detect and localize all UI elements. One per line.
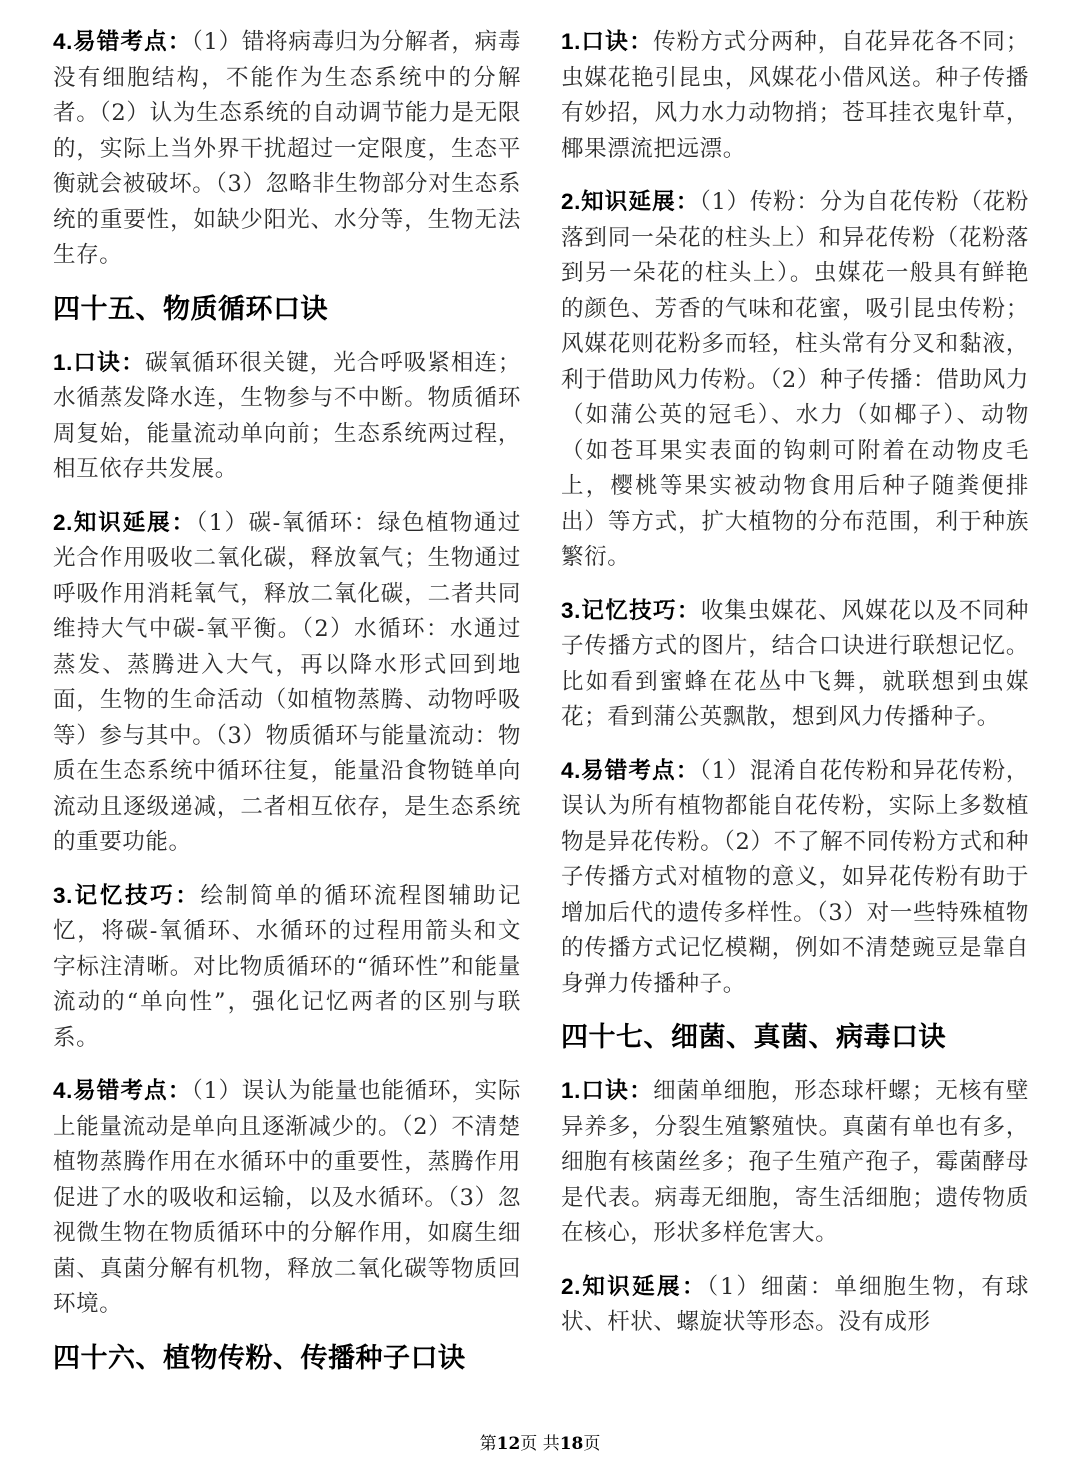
paragraph xyxy=(561,1269,1029,1341)
paragraph xyxy=(561,593,1029,736)
item-text: 绘制简单的循环流程图辅助记忆，将碳-氧循环、水循环的过程用箭头和文字标注清晰。对比物质循环的“循环性”和能量流动的“单向性”，强化记忆两者的区别与联系。 xyxy=(53,882,521,1051)
item-label: 口诀 xyxy=(580,1078,630,1104)
footer-prefix: 第 xyxy=(479,1434,497,1454)
item-text: 细菌单细胞，形态球杆螺；无核有壁异养多，分裂生殖繁殖快。真菌有单也有多，细胞有核菌丝多；孢子生殖产孢子，霉菌酵母是代表。病毒无细胞，寄生活细胞；遗传物质在核心，形状多样危害大。 xyxy=(561,1078,1029,1246)
item-text: （1）碳-氧循环：绿色植物通过光合作用吸收二氧化碳，释放氧气；生物通过呼吸作用消耗氧气，释放二氧化碳，二者共同维持大气中碳-氧平衡。（2）水循环：水通过蒸发、蒸腾进入大气，再以降水形式回到地面，生物的生命活动（如植物蒸腾、动物呼吸等）参与其中。（3）物质循环与能量流动：物质在生态系统中循环往复，能量沿食物链单向流动且逐级递减，二者相互依存，是生态系统的重要功能。 xyxy=(53,509,521,855)
item-number: 3. xyxy=(561,597,581,623)
item-text: （1）混淆自花传粉和异花传粉，误认为所有植物都能自花传粉，实际上多数植物是异花传粉。（2）不了解不同传粉方式和种子传播方式对植物的意义，如异花传粉有助于增加后代的遗传多样性。（3）对一些特殊植物的传播方式记忆模糊，例如不清楚豌豆是靠自身弹力传播种子。 xyxy=(561,757,1029,997)
item-text: （1）错将病毒归为分解者，病毒没有细胞结构，不能作为生态系统中的分解者。（2）认为生态系统的自动调节能力是无限的，实际上当外界干扰超过一定限度，生态平衡就会被破坏。（3）忽略非生物部分对生态系统的重要性，如缺少阳光、水分等，生物无法生存。 xyxy=(53,29,521,268)
page-footer xyxy=(0,1429,1080,1454)
item-colon: ： xyxy=(675,189,700,215)
paragraph xyxy=(561,1073,1029,1252)
item-colon: ： xyxy=(676,597,701,624)
paragraph xyxy=(53,505,521,861)
section-heading-46: 四十六、植物传粉、传播种子口诀 xyxy=(53,1342,466,1374)
section-heading-47: 四十七、细菌、真菌、病毒口诀 xyxy=(561,1022,946,1053)
paragraph xyxy=(53,24,521,274)
item-number: 2. xyxy=(561,189,581,214)
item-text: 传粉方式分两种，自花异花各不同；虫媒花艳引昆虫，风媒花小借风送。种子传播有妙招，风力水力动物捎；苍耳挂衣鬼针草，椰果漂流把远漂。 xyxy=(561,29,1029,162)
paragraph xyxy=(561,184,1029,576)
paragraph xyxy=(53,878,521,1057)
item-colon: ： xyxy=(681,1273,707,1300)
paragraph xyxy=(561,24,1029,167)
item-text: 收集虫媒花、风媒花以及不同种子传播方式的图片，结合口诀进行联想记忆。比如看到蜜蜂在花丛中飞舞，就联想到虫媒花；看到蒲公英飘散，想到风力传播种子。 xyxy=(561,597,1029,730)
item-label: 知识延展 xyxy=(72,509,172,536)
item-number: 2. xyxy=(561,1273,581,1299)
item-text: 碳氧循环很关键，光合呼吸紧相连；水循蒸发降水连，生物参与不中断。物质循环周复始，能量流动单向前；生态系统两过程，相互依存共发展。 xyxy=(53,349,521,482)
item-colon: ： xyxy=(675,757,700,784)
item-text: （1）细菌：单细胞生物，有球状、杆状、螺旋状等形态。没有成形 xyxy=(561,1273,1029,1335)
item-label: 易错考点 xyxy=(72,1078,168,1104)
item-label: 记忆技巧 xyxy=(580,597,677,624)
item-number: 1. xyxy=(561,29,581,54)
total-pages: 18 xyxy=(559,1434,584,1454)
item-number: 4. xyxy=(53,29,73,54)
paragraph xyxy=(53,1073,521,1323)
item-label: 记忆技巧 xyxy=(72,882,176,909)
item-label: 知识延展 xyxy=(580,189,676,215)
item-number: 1. xyxy=(561,1078,581,1103)
item-colon: ： xyxy=(167,1078,192,1104)
item-number: 3. xyxy=(53,882,73,908)
item-label: 口诀 xyxy=(580,29,630,55)
paragraph xyxy=(53,345,521,488)
item-label: 易错考点 xyxy=(580,757,676,784)
page-number: 12 xyxy=(496,1434,521,1454)
item-colon: ： xyxy=(167,29,192,55)
item-label: 知识延展 xyxy=(580,1273,682,1300)
section-heading-45: 四十五、物质循环口诀 xyxy=(53,293,328,325)
paragraph xyxy=(561,753,1029,1003)
item-number: 1. xyxy=(53,349,73,375)
item-colon: ： xyxy=(175,882,201,909)
footer-mid: 页 共 xyxy=(520,1434,560,1454)
footer-suffix: 页 xyxy=(583,1434,601,1454)
right-column xyxy=(561,24,1029,1358)
item-colon: ： xyxy=(629,29,654,55)
item-colon: ： xyxy=(121,349,146,376)
item-colon: ： xyxy=(629,1078,654,1104)
left-column xyxy=(53,24,521,1394)
item-number: 4. xyxy=(561,757,581,783)
item-number: 2. xyxy=(53,509,73,535)
item-label: 口诀 xyxy=(72,349,122,376)
item-label: 易错考点 xyxy=(72,29,168,55)
item-text: （1）传粉：分为自花传粉（花粉落到同一朵花的柱头上）和异花传粉（花粉落到另一朵花的柱头上）。虫媒花一般具有鲜艳的颜色、芳香的气味和花蜜，吸引昆虫传粉；风媒花则花粉多而轻，柱头常有分叉和黏液，利于借助风力传粉。（2）种子传播：借助风力（如蒲公英的冠毛）、水力（如椰子）、动物（如苍耳果实表面的钩刺可附着在动物皮毛上，樱桃等果实被动物食用后种子随粪便排出）等方式，扩大植物的分布范围，利于种族繁衍。 xyxy=(561,189,1029,570)
item-colon: ： xyxy=(171,509,196,536)
item-text: （1）误认为能量也能循环，实际上能量流动是单向且逐渐减少的。（2）不清楚植物蒸腾作用在水循环中的重要性，蒸腾作用促进了水的吸收和运输，以及水循环。（3）忽视微生物在物质循环中的分解作用，如腐生细菌、真菌分解有机物，释放二氧化碳等物质回环境。 xyxy=(53,1078,521,1317)
item-number: 4. xyxy=(53,1078,73,1103)
